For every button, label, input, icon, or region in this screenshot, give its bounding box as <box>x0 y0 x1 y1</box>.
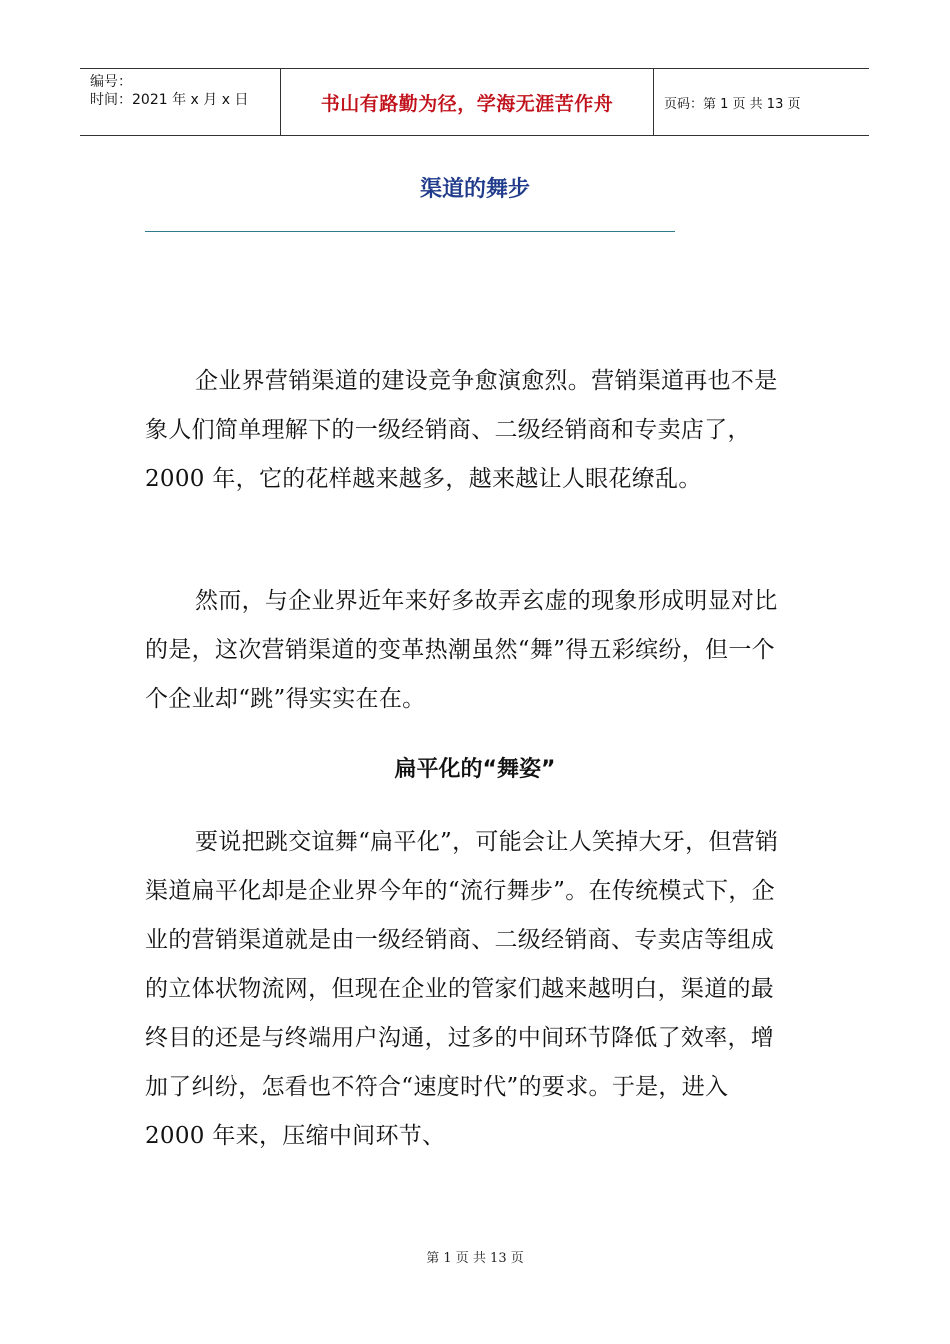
number-label: 编号： <box>90 74 132 90</box>
page-info: 页码：第 1 页 共 13 页 <box>664 96 801 112</box>
section-heading: 扁平化的“舞姿” <box>394 757 556 782</box>
motto: 书山有路勤为径，学海无涯苦作舟 <box>281 69 654 135</box>
paragraph-1: 企业界营销渠道的建设竞争愈演愈烈。营销渠道再也不是象人们简单理解下的一级经销商、二级经销商和专卖店了，2000 年，它的花样越来越多，越来越让人眼花缭乱。 <box>145 368 778 492</box>
title-underline <box>145 231 675 232</box>
document-title: 渠道的舞步 <box>419 177 530 202</box>
header-table <box>80 68 869 136</box>
section-paragraph: 要说把跳交谊舞“扁平化”，可能会让人笑掉大牙，但营销渠道扁平化却是企业界今年的“流行舞步”。在传统模式下，企业的营销渠道就是由一级经销商、二级经销商、专卖店等组成的立体状物流网，但现在企业的管家们越来越明白，渠道的最终目的还是与终端用户沟通，过多的中间环节降低了效率，增加了纠纷，怎看也不符合“速度时代”的要求。于是，进入 2000 年来，压缩中间环节、 <box>145 829 779 1149</box>
page-footer: 第 1 页 共 13 页 <box>426 1251 524 1266</box>
time-label: 时间：2021 年 x 月 x 日 <box>90 92 249 108</box>
paragraph-2: 然而，与企业界近年来好多故弄玄虚的现象形成明显对比的是，这次营销渠道的变革热潮虽然“舞”得五彩缤纷，但一个个企业却“跳”得实实在在。 <box>145 588 778 712</box>
header-info-cell <box>80 69 281 135</box>
